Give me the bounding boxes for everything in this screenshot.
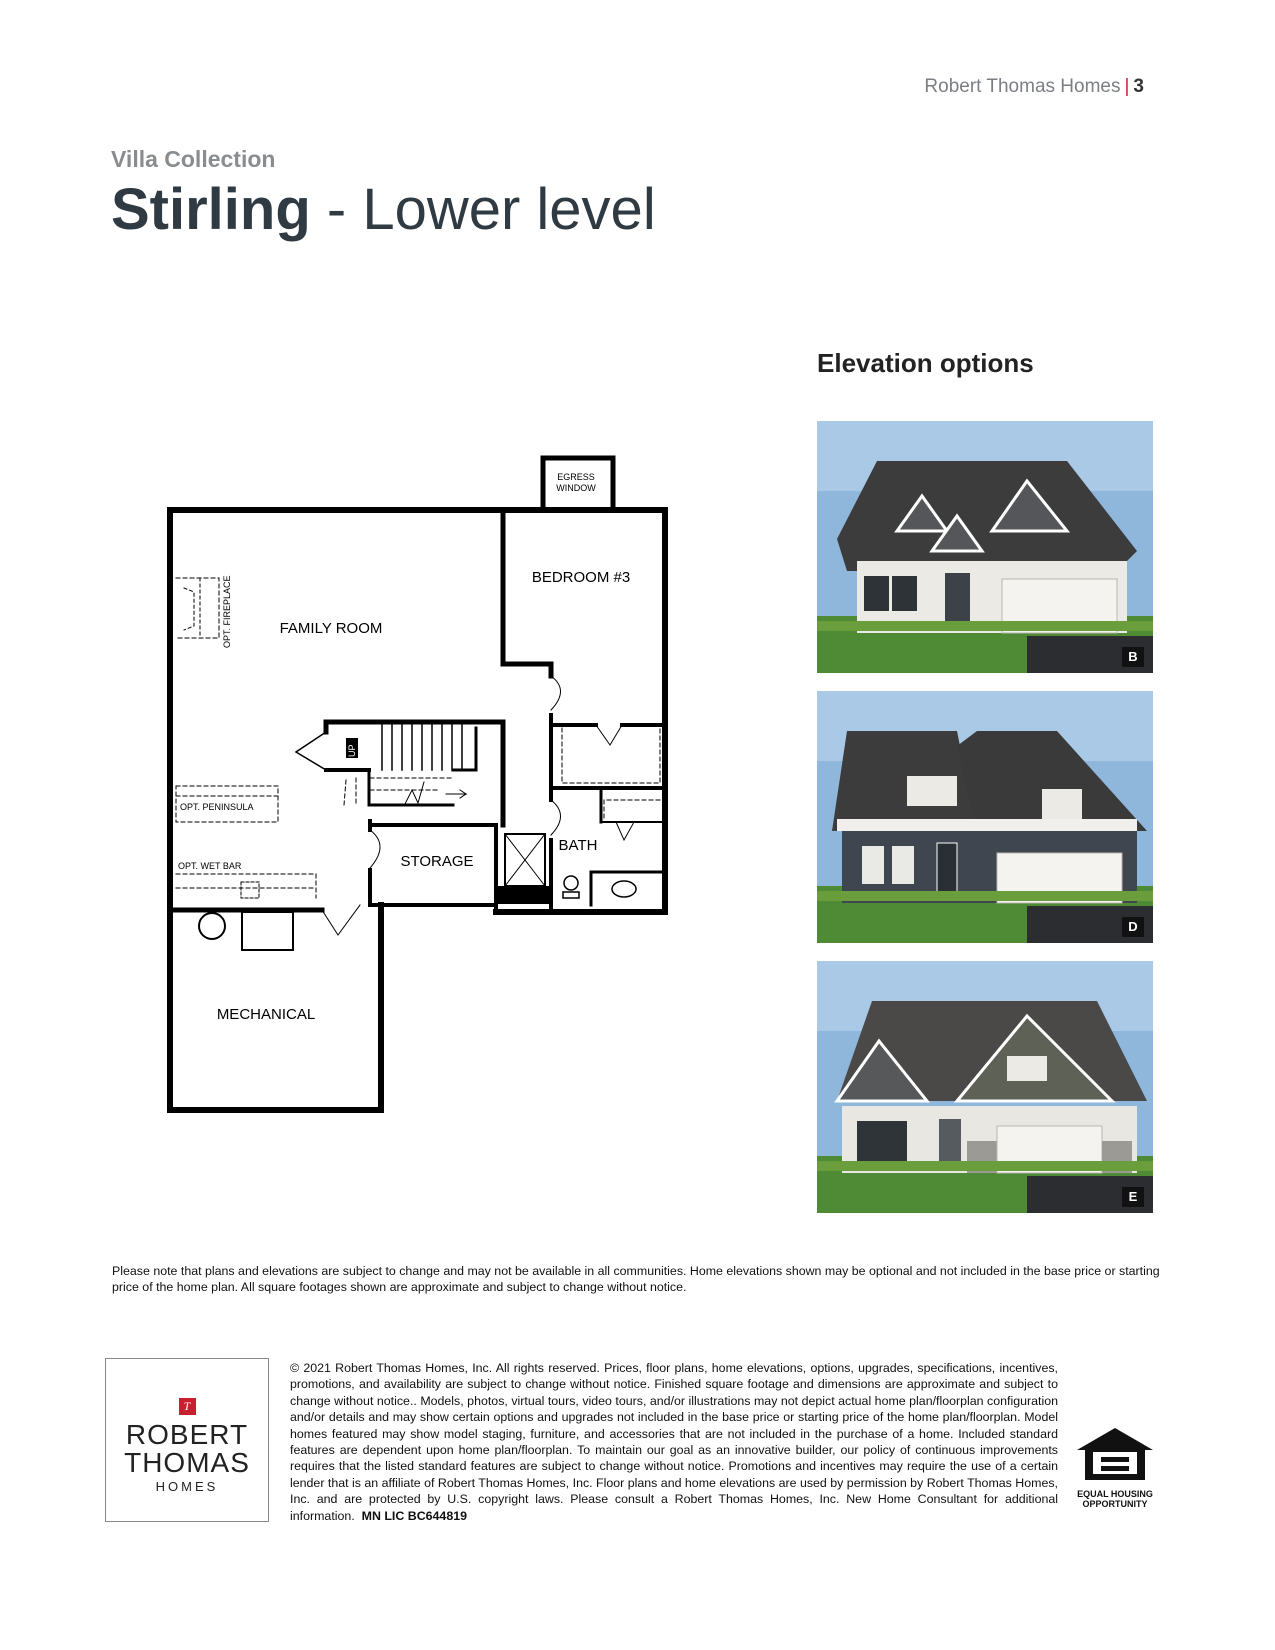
brand-name: Robert Thomas Homes [924,76,1121,97]
label-egress-1: EGRESS [557,472,595,482]
legal-text [290,1360,1058,1524]
plan-name: Stirling [111,177,311,242]
elevation-label-d: D [1122,917,1144,937]
page-header [924,76,1144,98]
eho-line-1: EQUAL HOUSING [1077,1489,1153,1499]
label-egress-2: WINDOW [556,483,596,493]
disclaimer-note: Please note that plans and elevations are subject to change and may not be available in all communities. Home elevations shown may be optional and not included in the base price or starting price of the home plan. All square footages shown are approximate and subject to change without notice. [112,1264,1160,1294]
logo-line-3: HOMES [155,1479,219,1494]
equal-housing-icon [1075,1426,1155,1484]
elevation-label-e: E [1122,1187,1144,1207]
collection-name: Villa Collection [111,146,276,172]
equal-housing-badge [1075,1426,1155,1509]
elevation-image-b [817,421,1153,673]
label-peninsula: OPT. PENINSULA [180,802,254,812]
label-fireplace: OPT. FIREPLACE [222,575,232,648]
label-storage: STORAGE [400,853,474,870]
legal-body: © 2021 Robert Thomas Homes, Inc. All rights reserved. Prices, floor plans, home elevations, options, upgrades, specifications, incentives, promotions, and availability are subject to change without notice. Finished square footage and dimensions are approximate and subject to change without notice.. Models, photos, virtual tours, video tours, and/or illustrations may not depict actual home plan/floorplan configuration and/or details and may show certain options and upgrades not included in the base price or starting price of the home plan/floorplan. Model homes featured may show model staging, furniture, and accessories that are not included in the purchase of a home. Included standard features are dependent upon home plan/floorplan. To maintain our goal as an innovative builder, our policy of continuous improvements requires that the listed standard features are subject to change without notice. Promotions and incentives may require the use of a certain lender that is an affiliate of Robert Thomas Homes, Inc. Floor plans and home elevations are used by permission by Robert Thomas Homes, Inc. and are protected by U.S. copyright laws. Please consult a Robert Thomas Homes, Inc. New Home Consultant for additional information. [290,1361,1058,1523]
title-separator: - [310,177,363,242]
company-logo [105,1358,269,1522]
elevation-label-b: B [1122,647,1144,667]
license-number: MN LIC BC644819 [361,1508,467,1523]
label-up: UP [347,744,357,757]
logo-line-2: THOMAS [124,1447,250,1478]
floor-plan [160,440,680,1120]
page-number: 3 [1133,76,1144,97]
label-bedroom: BEDROOM #3 [531,569,631,586]
eho-line-2: OPPORTUNITY [1082,1499,1148,1509]
page-title [111,178,656,242]
elevation-options-title: Elevation options [817,348,1034,378]
elevation-image-d [817,691,1153,943]
label-wet-bar: OPT. WET BAR [178,861,242,871]
logo-line-1: ROBERT [125,1419,249,1450]
label-family-room: FAMILY ROOM [279,620,383,637]
plan-level: Lower level [362,177,656,242]
header-divider: | [1124,76,1130,97]
monogram-icon: T [179,1398,196,1415]
elevation-image-e [817,961,1153,1213]
label-bath: BATH [558,837,598,854]
label-mechanical: MECHANICAL [216,1006,316,1023]
